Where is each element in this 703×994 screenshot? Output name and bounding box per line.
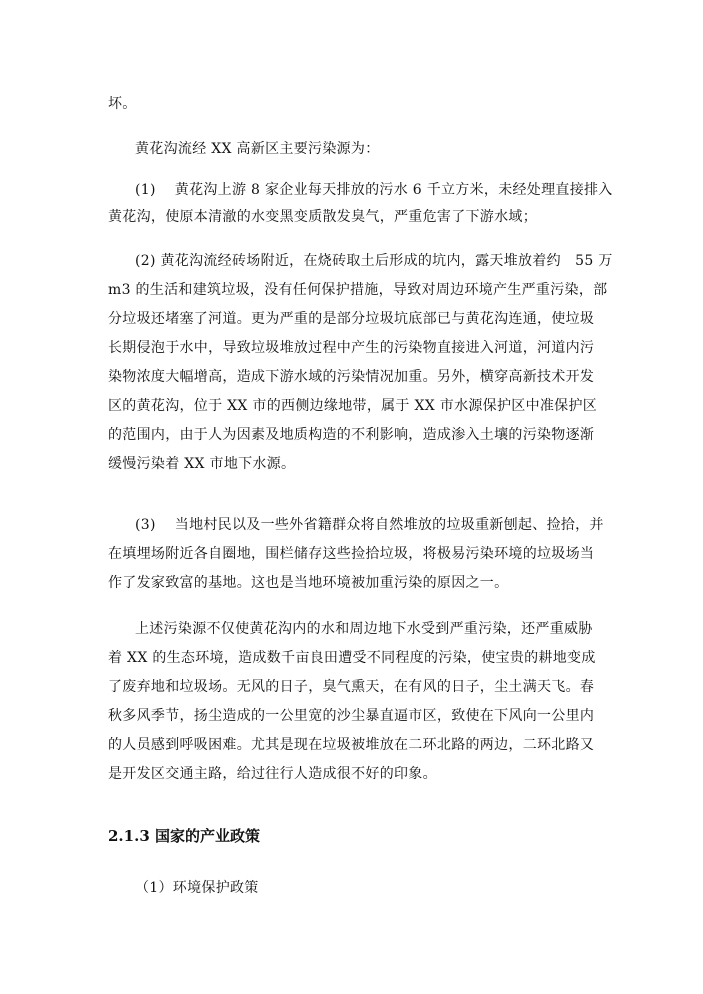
subsection-heading: （1）环境保护政策 bbox=[135, 880, 259, 896]
text-line: 的人员感到呼吸困难。尤其是现在垃圾被堆放在二环北路的两边，二环北路又 bbox=[108, 737, 595, 753]
text-line: 秋多风季节，扬尘造成的一公里宽的沙尘暴直逼市区，致使在下风向一公里内 bbox=[108, 708, 595, 724]
text-line: 的范围内，由于人为因素及地质构造的不利影响，造成渗入土壤的污染物逐渐 bbox=[108, 427, 595, 443]
text-line: 作了发家致富的基地。这也是当地环境被加重污染的原因之一。 bbox=[108, 575, 509, 591]
text-line: 了废弃地和垃圾场。无风的日子，臭气熏天，在有风的日子，尘土满天飞。春 bbox=[108, 679, 595, 695]
text-line: 着 XX 的生态环境，造成数千亩良田遭受不同程度的污染，使宝贵的耕地变成 bbox=[108, 650, 596, 666]
text-line: (3) 当地村民以及一些外省籍群众将自然堆放的垃圾重新刨起、捡拾，并 bbox=[135, 517, 604, 533]
text-line: (1) 黄花沟上游 8 家企业每天排放的污水 6 千立方米，未经处理直接排入 bbox=[135, 182, 613, 198]
paragraph-continuation: 坏。 bbox=[108, 96, 137, 112]
text-line: 上述污染源不仅使黄花沟内的水和周边地下水受到严重污染，还严重威胁 bbox=[135, 621, 593, 637]
text-line: 缓慢污染着 XX 市地下水源。 bbox=[108, 456, 296, 472]
text-line: 染物浓度大幅增高，造成下游水域的污染情况加重。另外，横穿高新技术开发 bbox=[108, 369, 595, 385]
text-line: 在填埋场附近各自圈地，围栏储存这些捡拾垃圾，将极易污染环境的垃圾场当 bbox=[108, 546, 595, 562]
text-line: 是开发区交通主路，给过往行人造成很不好的印象。 bbox=[108, 766, 437, 782]
paragraph-intro: 黄花沟流经 XX 高新区主要污染源为： bbox=[135, 141, 380, 157]
text-line: 分垃圾还堵塞了河道。更为严重的是部分垃圾坑底部已与黄花沟连通，使垃圾 bbox=[108, 311, 595, 327]
text-line: 区的黄花沟，位于 XX 市的西侧边缘地带，属于 XX 市水源保护区中准保护区 bbox=[108, 398, 598, 414]
text-line: m3 的生活和建筑垃圾，没有任何保护措施，导致对周边环境产生严重污染，部 bbox=[108, 282, 608, 298]
section-heading: 2.1.3 国家的产业政策 bbox=[108, 827, 260, 845]
text-line: 黄花沟，使原本清澈的水变黑变质散发臭气，严重危害了下游水域； bbox=[108, 209, 537, 225]
text-line: 长期侵泡于水中，导致垃圾堆放过程中产生的污染物直接进入河道，河道内污 bbox=[108, 340, 595, 356]
text-line: (2) 黄花沟流经砖场附近，在烧砖取土后形成的坑内，露天堆放着约 55 万 bbox=[135, 253, 613, 269]
